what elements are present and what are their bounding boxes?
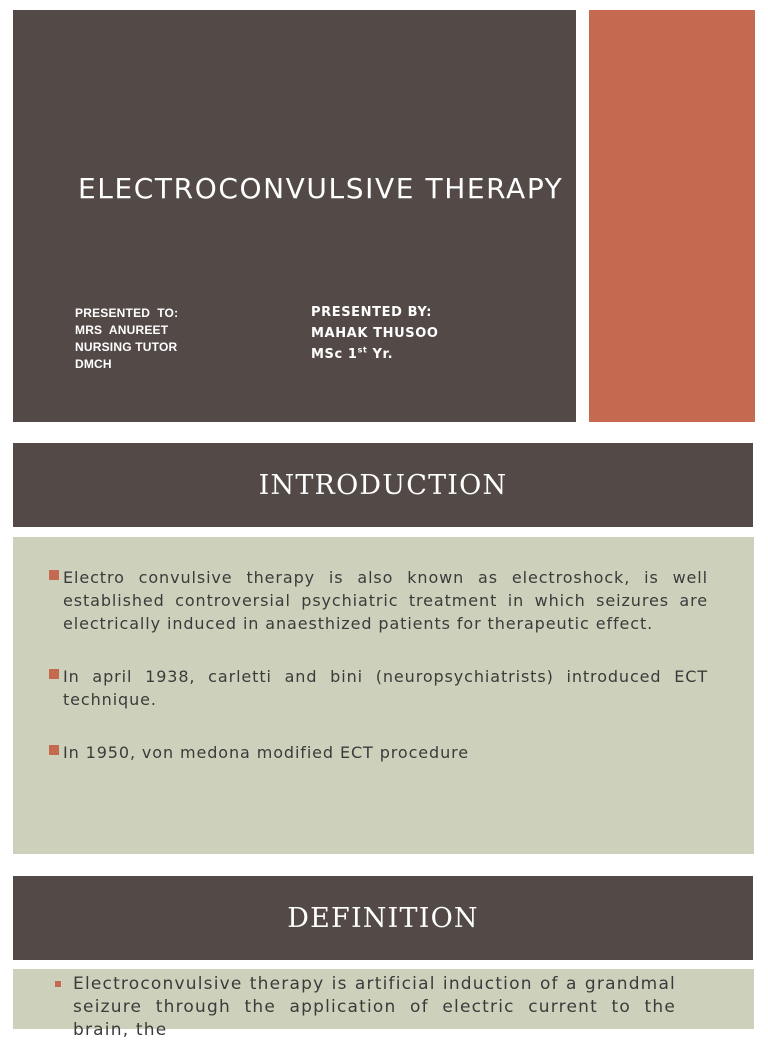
title-slide-accent-panel <box>589 10 755 422</box>
square-bullet-icon <box>55 981 61 987</box>
presented-by-heading: PRESENTED BY: <box>311 305 433 320</box>
introduction-content-panel <box>13 537 754 854</box>
degree-superscript: st <box>357 345 368 355</box>
presenter-degree <box>311 344 439 365</box>
definition-heading: DEFINITION <box>287 902 479 934</box>
degree-suffix: Yr. <box>367 347 394 362</box>
definition-bullet-list <box>55 973 676 1042</box>
presented-to-block <box>75 305 178 373</box>
list-item <box>55 973 676 1042</box>
bullet-text: In april 1938, carletti and bini (neuropsychiatrists) introduced ECT technique. <box>63 667 708 709</box>
introduction-bullet-list <box>49 566 708 764</box>
presented-to-line: DMCH <box>75 357 112 371</box>
list-item <box>49 665 708 711</box>
bullet-text: Electro convulsive therapy is also known as electroshock, is well established controversial psychiatric treatment in which seizures are electrically induced in anaesthized patients for therapeutic effect. <box>63 568 708 633</box>
introduction-heading: INTRODUCTION <box>258 469 508 501</box>
presenter-name: MAHAK THUSOO <box>311 326 439 341</box>
square-bullet-icon <box>49 745 59 755</box>
presented-to-line: NURSING TUTOR <box>75 340 178 354</box>
definition-banner <box>13 876 753 960</box>
definition-content-panel <box>13 969 754 1040</box>
degree-prefix: MSc 1 <box>311 347 358 362</box>
list-item <box>49 741 708 764</box>
square-bullet-icon <box>49 570 59 580</box>
bullet-text: Electroconvulsive therapy is artificial induction of a grandmal seizure through the application of electric current to the brain, the <box>73 974 676 1040</box>
introduction-banner <box>13 443 753 527</box>
square-bullet-icon <box>49 669 59 679</box>
presentation-title: ELECTROCONVULSIVE THERAPY <box>78 172 564 205</box>
bullet-text: In 1950, von medona modified ECT procedure <box>63 743 469 762</box>
presented-to-heading: PRESENTED TO: <box>75 306 179 320</box>
presented-by-block <box>311 302 439 365</box>
presented-to-line: MRS ANUREET <box>75 323 169 337</box>
list-item <box>49 566 708 635</box>
